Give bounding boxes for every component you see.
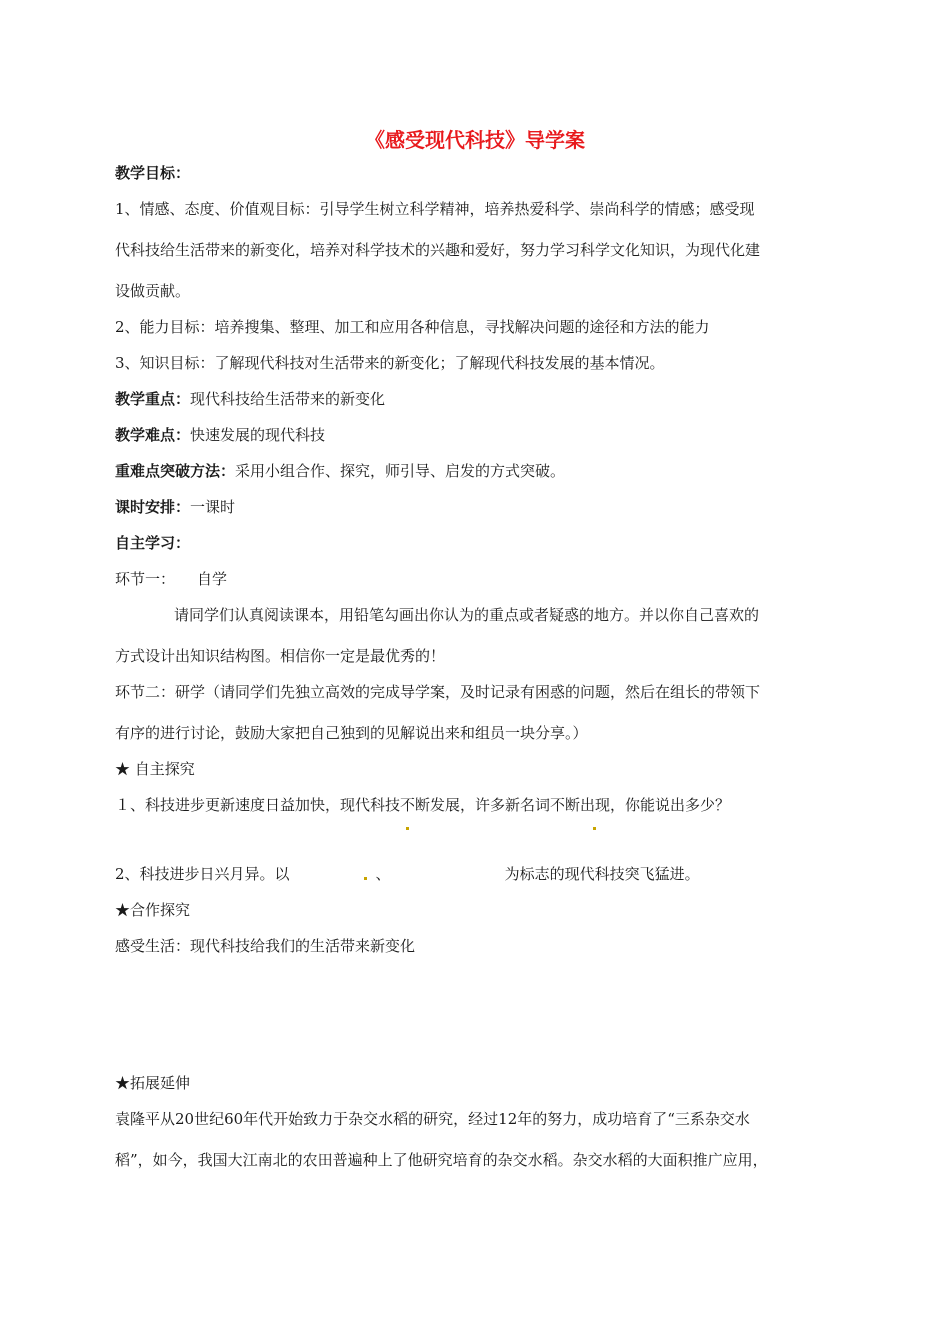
self-explore-heading: ★ 自主探究	[115, 760, 195, 778]
objective-1-line-1: 1、情感、态度、价值观目标：引导学生树立科学精神，培养热爱科学、崇尚科学的情感；感受现	[115, 200, 755, 218]
question-2	[115, 864, 700, 884]
schedule-value: 一课时	[190, 498, 236, 516]
objectives-heading: 教学目标：	[115, 164, 191, 182]
question-1: １、科技进步更新速度日益加快，现代科技不断发展，许多新名词不断出现，你能说出多少？	[115, 796, 731, 814]
question-2-part-1: 2、科技进步日兴月异。以	[115, 865, 290, 883]
schedule	[115, 497, 235, 517]
method	[115, 461, 565, 481]
method-label: 重难点突破方法：	[115, 462, 236, 480]
step-2-line-2: 有序的进行讨论，鼓励大家把自己独到的见解说出来和组员一块分享。）	[115, 724, 588, 742]
key-point-label: 教学重点：	[115, 390, 191, 408]
question-2-separator: 、	[375, 865, 391, 883]
key-point	[115, 389, 385, 409]
difficulty-value: 快速发展的现代科技	[190, 426, 326, 444]
step-1-label: 环节一：	[115, 570, 176, 588]
objective-1-line-3: 设做贡献。	[115, 282, 191, 300]
step-1-value: 自学	[197, 570, 228, 588]
difficulty-label: 教学难点：	[115, 426, 191, 444]
decorative-dot	[593, 827, 596, 830]
decorative-dot	[406, 827, 409, 830]
method-value: 采用小组合作、探究，师引导、启发的方式突破。	[235, 462, 566, 480]
schedule-label: 课时安排：	[115, 498, 191, 516]
objective-1-line-2: 代科技给生活带来的新变化，培养对科学技术的兴趣和爱好，努力学习科学文化知识，为现代化建	[115, 241, 761, 259]
objective-3: 3、知识目标：了解现代科技对生活带来的新变化；了解现代科技发展的基本情况。	[115, 354, 665, 372]
step-1	[115, 569, 227, 589]
objective-2: 2、能力目标：培养搜集、整理、加工和应用各种信息，寻找解决问题的途径和方法的能力	[115, 318, 710, 336]
coop-text: 感受生活：现代科技给我们的生活带来新变化	[115, 937, 416, 955]
question-2-part-3: 为标志的现代科技突飞猛进。	[504, 865, 700, 883]
key-point-value: 现代科技给生活带来的新变化	[190, 390, 386, 408]
extend-line-2: 稻”，如今，我国大江南北的农田普遍种上了他研究培育的杂交水稻。杂交水稻的大面积推广应用，	[115, 1151, 768, 1169]
coop-heading: ★合作探究	[115, 901, 191, 919]
extend-heading: ★拓展延伸	[115, 1074, 191, 1092]
step-2-line-1: 环节二：研学（请同学们先独立高效的完成导学案，及时记录有困惑的问题，然后在组长的带领下	[115, 683, 761, 701]
extend-line-1: 袁隆平从20世纪60年代开始致力于杂交水稻的研究，经过12年的努力，成功培育了“三系杂交水	[115, 1110, 750, 1128]
self-study-heading: 自主学习：	[115, 534, 191, 552]
study-instructions-line-2: 方式设计出知识结构图。相信你一定是最优秀的！	[115, 647, 446, 665]
difficulty	[115, 425, 325, 445]
study-instructions-line-1: 请同学们认真阅读课本，用铅笔勾画出你认为的重点或者疑惑的地方。并以你自己喜欢的	[174, 606, 760, 624]
decorative-dot	[364, 877, 367, 880]
document-title: 《感受现代科技》导学案	[365, 128, 585, 152]
